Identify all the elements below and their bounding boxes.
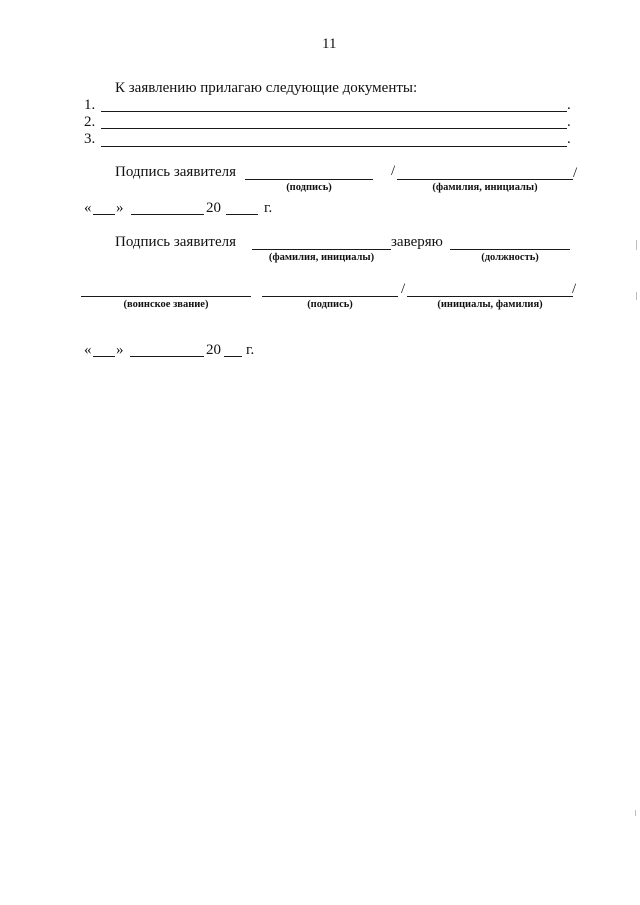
slash-close: / [572,281,577,297]
caption-name: (фамилия, инициалы) [268,252,375,263]
day-line[interactable] [93,356,115,357]
caption-position: (должность) [481,252,539,263]
attachments-heading: К заявлению прилагаю следующие документы: [115,80,418,96]
year-suffix: г. [246,342,255,358]
certify-word: заверяю [391,234,443,250]
attachment-number: 3. [84,131,96,147]
signature-line[interactable] [262,296,398,297]
name-line[interactable] [397,179,573,180]
scan-edge-mark [636,292,637,300]
name-line[interactable] [252,249,391,250]
position-line[interactable] [450,249,570,250]
year-prefix: 20 [206,200,221,216]
year-line[interactable] [226,214,258,215]
scan-edge-mark [636,240,637,250]
signature-label: Подпись заявителя [115,234,237,250]
attachment-line[interactable] [101,128,567,129]
caption-initials: (инициалы, фамилия) [437,299,543,310]
day-line[interactable] [93,214,115,215]
year-prefix: 20 [206,342,221,358]
attachment-end-mark: . [567,131,571,147]
attachment-line[interactable] [101,111,567,112]
attachment-end-mark: . [567,114,571,130]
quote-close: » [116,342,124,358]
page-number: 11 [322,36,337,52]
signature-label: Подпись заявителя [115,164,237,180]
attachment-number: 1. [84,97,96,113]
scan-edge-mark [635,810,636,816]
quote-open: « [84,200,92,216]
attachment-number: 2. [84,114,96,130]
caption-signature: (подпись) [286,182,332,193]
quote-open: « [84,342,92,358]
month-line[interactable] [131,214,204,215]
caption-signature: (подпись) [307,299,353,310]
year-line[interactable] [224,356,242,357]
quote-close: » [116,200,124,216]
caption-rank: (воинское звание) [123,299,209,310]
caption-name: (фамилия, инициалы) [432,182,538,193]
slash-open: / [401,281,406,297]
signature-line[interactable] [245,179,373,180]
initials-line[interactable] [407,296,573,297]
month-line[interactable] [130,356,204,357]
slash-open: / [391,163,396,179]
slash-close: / [573,165,578,181]
rank-line[interactable] [81,296,251,297]
year-suffix: г. [264,200,273,216]
attachment-end-mark: . [567,97,571,113]
attachment-line[interactable] [101,146,567,147]
